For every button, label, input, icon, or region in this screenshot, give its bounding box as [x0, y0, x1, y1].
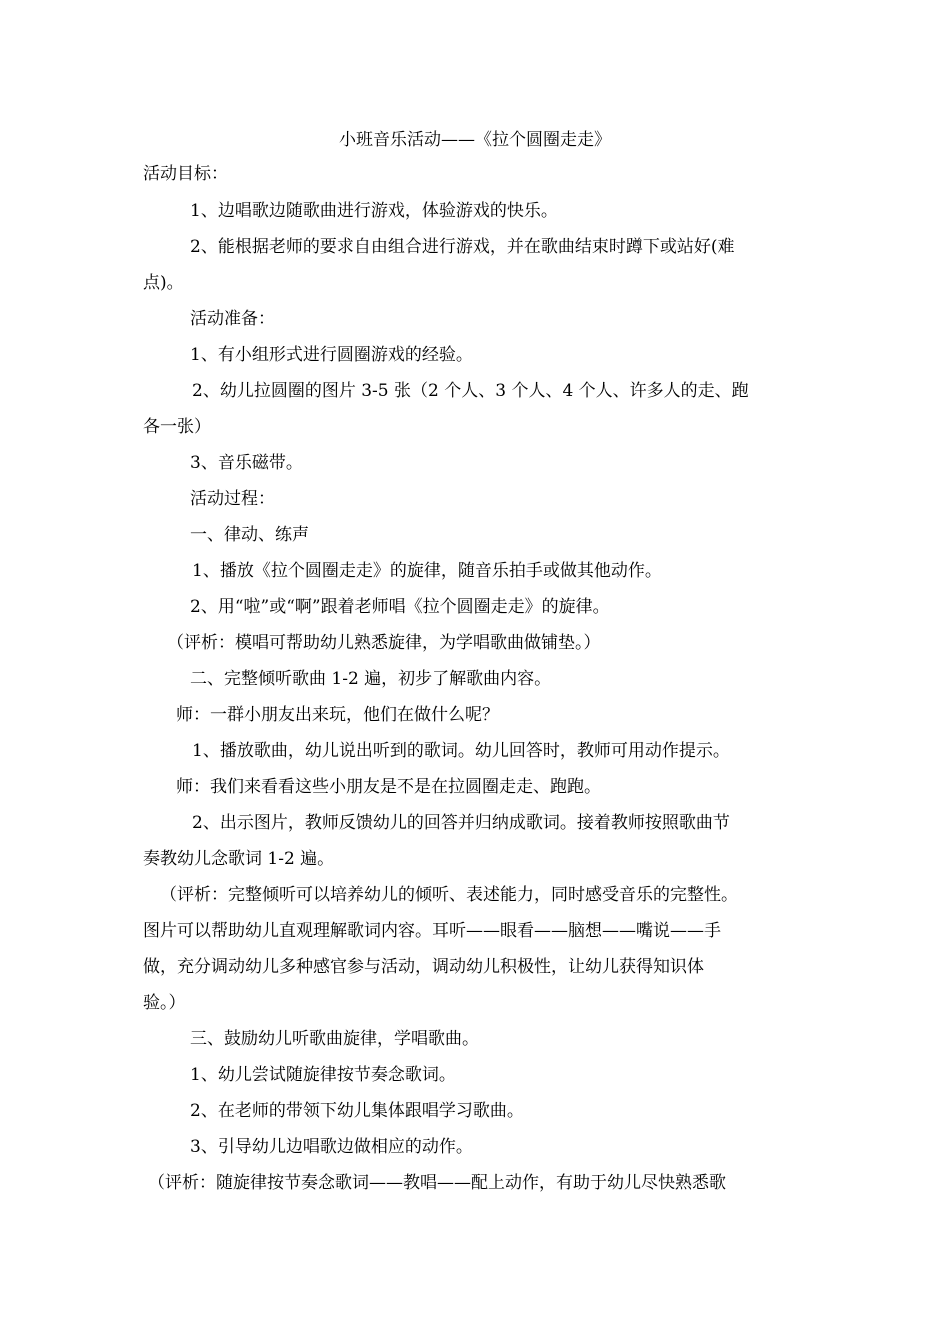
paragraph-line: 1、幼儿尝试随旋律按节奏念歌词。	[190, 1065, 456, 1085]
paragraph-line: （评析：随旋律按节奏念歌词——教唱——配上动作，有助于幼儿尽快熟悉歌	[148, 1173, 726, 1193]
section-heading-process: 活动过程：	[190, 489, 275, 509]
document-title: 小班音乐活动——《拉个圆圈走走》	[339, 130, 611, 150]
paragraph-line: 2、用“啦”或“啊”跟着老师唱《拉个圆圈走走》的旋律。	[190, 597, 610, 617]
paragraph-line: 2、能根据老师的要求自由组合进行游戏，并在歌曲结束时蹲下或站好(难	[190, 237, 735, 257]
paragraph-line: 图片可以帮助幼儿直观理解歌词内容。耳听——眼看——脑想——嘴说——手	[143, 921, 721, 941]
paragraph-line: 奏教幼儿念歌词 1-2 遍。	[143, 849, 335, 869]
paragraph-line: （评析：模唱可帮助幼儿熟悉旋律，为学唱歌曲做铺垫。）	[167, 633, 601, 653]
paragraph-line: 3、引导幼儿边唱歌边做相应的动作。	[190, 1137, 473, 1157]
paragraph-line: 2、幼儿拉圆圈的图片 3-5 张（2 个人、3 个人、4 个人、许多人的走、跑	[192, 381, 749, 401]
paragraph-line: 1、播放《拉个圆圈走走》的旋律，随音乐拍手或做其他动作。	[192, 561, 662, 581]
paragraph-line: 各一张）	[143, 417, 211, 437]
paragraph-line: 一、律动、练声	[190, 525, 309, 545]
paragraph-line: 三、鼓励幼儿听歌曲旋律，学唱歌曲。	[190, 1029, 479, 1049]
section-heading-goals: 活动目标：	[143, 164, 228, 184]
paragraph-line: 2、在老师的带领下幼儿集体跟唱学习歌曲。	[190, 1101, 524, 1121]
paragraph-line: 师：我们来看看这些小朋友是不是在拉圆圈走走、跑跑。	[176, 777, 601, 797]
paragraph-line: 师：一群小朋友出来玩，他们在做什么呢？	[176, 705, 499, 725]
paragraph-line: 二、完整倾听歌曲 1-2 遍，初步了解歌曲内容。	[190, 669, 552, 689]
paragraph-line: 3、音乐磁带。	[190, 453, 303, 473]
section-heading-preparation: 活动准备：	[190, 309, 275, 329]
paragraph-line: 1、有小组形式进行圆圈游戏的经验。	[190, 345, 473, 365]
paragraph-line: 1、边唱歌边随歌曲进行游戏，体验游戏的快乐。	[190, 201, 558, 221]
paragraph-line: 做，充分调动幼儿多种感官参与活动，调动幼儿积极性，让幼儿获得知识体	[143, 957, 704, 977]
paragraph-line: 验。）	[143, 993, 186, 1013]
paragraph-line: （评析：完整倾听可以培养幼儿的倾听、表述能力，同时感受音乐的完整性。	[160, 885, 738, 905]
paragraph-line: 1、播放歌曲，幼儿说出听到的歌词。幼儿回答时，教师可用动作提示。	[192, 741, 730, 761]
paragraph-line: 点)。	[143, 273, 184, 293]
paragraph-line: 2、出示图片，教师反馈幼儿的回答并归纳成歌词。接着教师按照歌曲节	[192, 813, 730, 833]
